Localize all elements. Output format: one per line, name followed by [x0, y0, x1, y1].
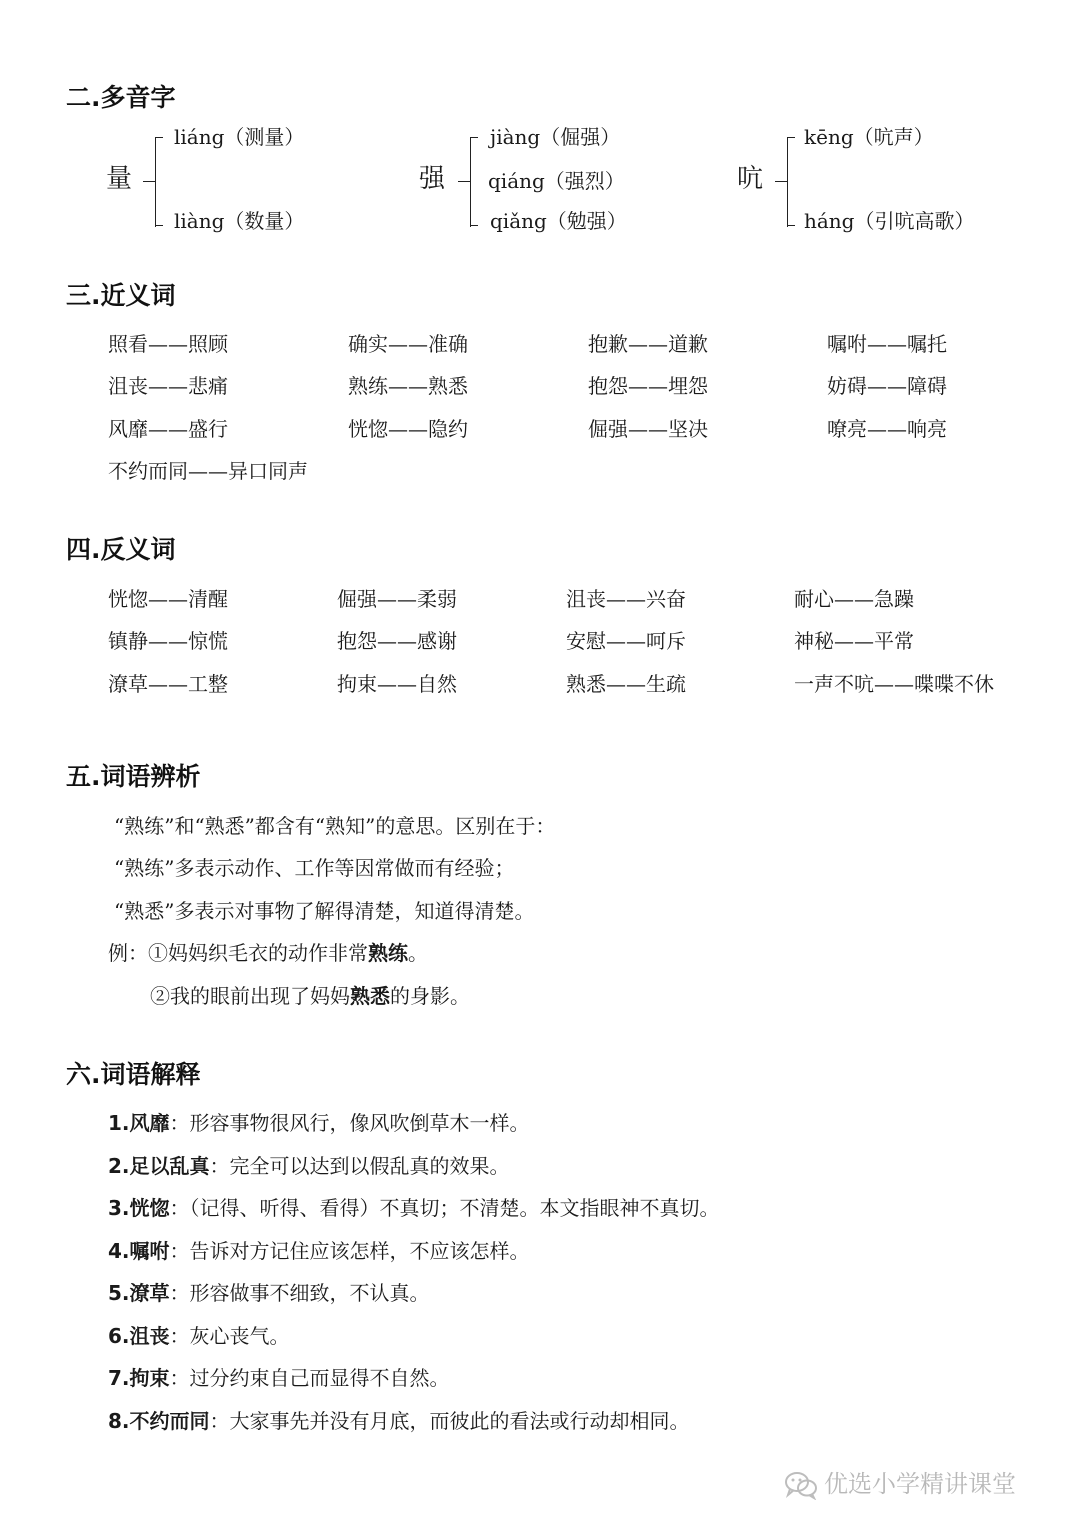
example-text: 例：①妈妈织毛衣的动作非常 — [108, 941, 368, 965]
definition-term: 5.潦草 — [108, 1281, 170, 1305]
list-item — [108, 1405, 690, 1434]
list-item — [108, 1320, 290, 1349]
reading: liáng（测量） — [174, 125, 305, 149]
list-item — [108, 1277, 430, 1306]
example-keyword: 熟练 — [368, 941, 408, 965]
word-pair: 倔强——坚决 — [588, 417, 708, 441]
word-pair: 拘束——自然 — [337, 672, 457, 696]
polyphone-char: 吭 — [737, 164, 764, 194]
reading: liàng（数量） — [174, 209, 305, 233]
example-text: ②我的眼前出现了妈妈 — [150, 984, 350, 1008]
example-text: 。 — [408, 941, 428, 965]
word-pair: 熟悉——生疏 — [566, 672, 686, 696]
word-pair: 确实——准确 — [348, 332, 468, 356]
list-item — [108, 1107, 530, 1136]
reading: qiáng（强烈） — [488, 169, 625, 193]
table-row — [0, 625, 1080, 655]
analysis-line: “熟练”多表示动作、工作等因常做而有经验； — [114, 856, 515, 880]
word-pair: 恍惚——清醒 — [108, 587, 228, 611]
table-row — [0, 455, 1080, 485]
definition-term: 2.足以乱真 — [108, 1154, 210, 1178]
definition-text: 形容事物很风行，像风吹倒草木一样。 — [189, 1111, 530, 1135]
word-pair: 耐心——急躁 — [794, 587, 914, 611]
definition-text: 大家事先并没有月底，而彼此的看法或行动却相同。 — [229, 1409, 690, 1433]
word-pair: 恍惚——隐约 — [348, 417, 468, 441]
definition-term: 6.沮丧 — [108, 1324, 170, 1348]
list-item — [108, 1362, 450, 1391]
definition-sep: ： — [169, 1196, 190, 1220]
analysis-line: “熟悉”多表示对事物了解得清楚，知道得清楚。 — [114, 899, 535, 923]
watermark-text: 优选小学精讲课堂 — [824, 1470, 1016, 1498]
word-pair: 一声不吭——喋喋不休 — [794, 672, 994, 696]
list-item — [108, 1150, 510, 1179]
word-pair: 熟练——熟悉 — [348, 374, 468, 398]
watermark — [784, 1464, 1016, 1500]
word-pair: 照看——照顾 — [108, 332, 228, 356]
word-pair: 不约而同——异口同声 — [108, 459, 308, 483]
section-heading-synonyms: 三.近义词 — [66, 281, 176, 310]
list-item — [108, 1192, 720, 1221]
word-pair: 风靡——盛行 — [108, 417, 228, 441]
wechat-icon — [784, 1470, 824, 1498]
reading: qiǎng（勉强） — [490, 209, 627, 233]
definition-term: 3.恍惚 — [108, 1196, 170, 1220]
definition-sep: ： — [169, 1281, 190, 1305]
definition-sep: ： — [209, 1154, 230, 1178]
bracket — [155, 137, 156, 227]
word-pair: 潦草——工整 — [108, 672, 228, 696]
polyphone-char: 强 — [419, 164, 446, 194]
example-line — [150, 980, 470, 1009]
example-line — [108, 937, 428, 966]
definition-term: 4.嘱咐 — [108, 1239, 170, 1263]
word-pair: 抱怨——感谢 — [337, 629, 457, 653]
definition-sep: ： — [209, 1409, 230, 1433]
definition-sep: ： — [169, 1324, 190, 1348]
table-row — [0, 370, 1080, 400]
example-keyword: 熟悉 — [350, 984, 390, 1008]
definition-text: （记得、听得、看得）不真切；不清楚。本文指眼神不真切。 — [189, 1196, 720, 1220]
definition-text: 灰心丧气。 — [189, 1324, 290, 1348]
table-row — [0, 668, 1080, 698]
analysis-line: “熟练”和“熟悉”都含有“熟知”的意思。区别在于： — [114, 814, 556, 838]
definition-text: 形容做事不细致，不认真。 — [189, 1281, 430, 1305]
section-heading-definitions: 六.词语解释 — [66, 1060, 201, 1089]
definition-sep: ： — [169, 1111, 190, 1135]
definition-sep: ： — [169, 1366, 190, 1390]
word-pair: 神秘——平常 — [794, 629, 914, 653]
word-pair: 倔强——柔弱 — [337, 587, 457, 611]
bracket — [787, 137, 788, 227]
table-row — [0, 328, 1080, 358]
section-heading-antonyms: 四.反义词 — [66, 535, 176, 564]
bracket — [470, 137, 471, 227]
definition-text: 过分约束自己而显得不自然。 — [189, 1366, 450, 1390]
word-pair: 安慰——呵斥 — [566, 629, 686, 653]
polyphone-char: 量 — [106, 164, 133, 194]
definition-text: 完全可以达到以假乱真的效果。 — [229, 1154, 510, 1178]
definition-term: 7.拘束 — [108, 1366, 170, 1390]
definition-text: 告诉对方记住应该怎样，不应该怎样。 — [189, 1239, 530, 1263]
section-heading-polyphones: 二.多音字 — [66, 83, 176, 112]
word-pair: 抱怨——埋怨 — [588, 374, 708, 398]
list-item — [108, 1235, 530, 1264]
section-heading-analysis: 五.词语辨析 — [66, 762, 201, 791]
definition-sep: ： — [169, 1239, 190, 1263]
word-pair: 妨碍——障碍 — [827, 374, 947, 398]
reading: jiàng（倔强） — [490, 125, 621, 149]
word-pair: 沮丧——悲痛 — [108, 374, 228, 398]
definition-term: 1.风靡 — [108, 1111, 170, 1135]
reading: háng（引吭高歌） — [804, 209, 975, 233]
word-pair: 沮丧——兴奋 — [566, 587, 686, 611]
example-text: 的身影。 — [390, 984, 470, 1008]
word-pair: 镇静——惊慌 — [108, 629, 228, 653]
word-pair: 抱歉——道歉 — [588, 332, 708, 356]
definition-term: 8.不约而同 — [108, 1409, 210, 1433]
word-pair: 嘱咐——嘱托 — [827, 332, 947, 356]
table-row — [0, 583, 1080, 613]
reading: kēng（吭声） — [804, 125, 934, 149]
word-pair: 嘹亮——响亮 — [827, 417, 947, 441]
table-row — [0, 413, 1080, 443]
